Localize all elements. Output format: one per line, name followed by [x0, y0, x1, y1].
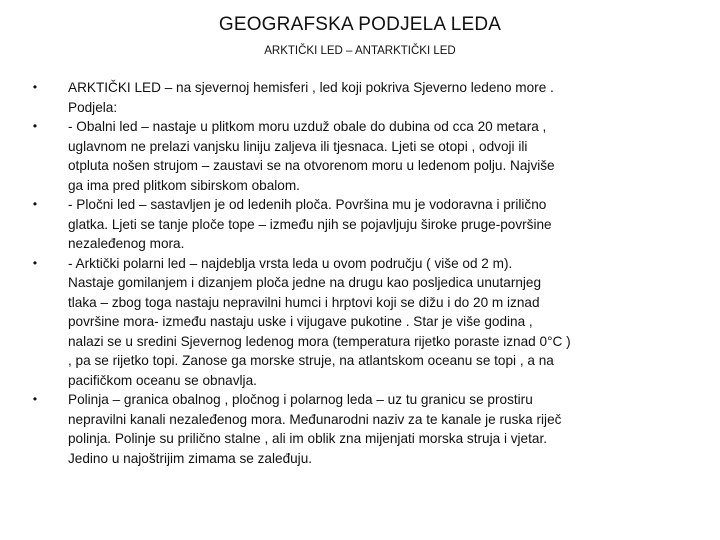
bullet-marker: •: [32, 80, 38, 94]
text-line: Polinja – granica obalnog , pločnog i polarnog leda – uz tu granicu se prostiru: [68, 392, 533, 407]
text-line: - Arktički polarni led – najdeblja vrsta leda u ovom području ( više od 2 m).: [68, 255, 513, 271]
slide-title: GEOGRAFSKA PODJELA LEDA: [218, 14, 502, 35]
text-line: površine mora- između nastaju uske i vijugave pukotine . Star je više godina ,: [68, 314, 533, 329]
text-line: ARKTIČKI LED – na sjevernoj hemisferi , led koji pokriva Sjeverno ledeno more .: [68, 80, 554, 95]
text-line: - Obalni led – nastaje u plitkom moru uzduž obale do dubina od cca 20 metara ,: [68, 119, 547, 134]
text-line: tlaka – zbog toga nastaju nepravilni humci i hrptovi koji se dižu i do 20 m iznad: [68, 294, 540, 310]
text-line: - Pločni led – sastavljen je od ledenih ploča. Površina mu je vodoravna i prilično: [68, 197, 547, 212]
text-line: Nastaje gomilanjem i dizanjem ploča jedne na drugu kao posljedica unutarnjeg: [68, 275, 542, 290]
bullet-marker: •: [32, 197, 38, 211]
text-line: Jedino u najoštrijim zimama se zaleđuju.: [68, 450, 313, 466]
text-line: nepravilni kanali nezaleđenog mora. Međunarodni naziv za te kanale je ruska riječ: [68, 411, 562, 427]
text-line: nalazi se u sredini Sjevernog ledenog mora (temperatura rijetko poraste iznad 0°C ): [68, 333, 571, 349]
text-line: polinja. Polinje su prilično stalne , ali im oblik zna mijenjati morska struja i vjetar.: [68, 431, 548, 446]
text-line: uglavnom ne prelazi vanjsku liniju zaljeva ili tjesnaca. Ljeti se otopi , odvoji ili: [68, 138, 528, 154]
text-line: pacifičkom oceanu se obnavlja.: [68, 372, 257, 388]
bullet-marker: •: [32, 119, 38, 133]
text-line: , pa se rijetko topi. Zanose ga morske struje, na atlantskom oceanu se topi , a na: [68, 353, 554, 368]
text-line: glatka. Ljeti se tanje ploče tope – između njih se pojavljuju široke pruge-površine: [68, 216, 552, 232]
bullet-marker: •: [32, 255, 38, 270]
text-line: ga ima pred plitkom sibirskom obalom.: [68, 177, 300, 193]
text-line: nezaleđenog mora.: [68, 236, 185, 251]
text-line: otpluta nošen strujom – zaustavi se na otvorenom moru u ledenom polju. Najviše: [68, 158, 555, 173]
bullet-marker: •: [32, 392, 38, 406]
bullet-text-block: [68, 78, 688, 468]
slide-subtitle: ARKTIČKI LED – ANTARKTIČKI LED: [264, 45, 456, 57]
text-line: Podjela:: [68, 99, 118, 115]
